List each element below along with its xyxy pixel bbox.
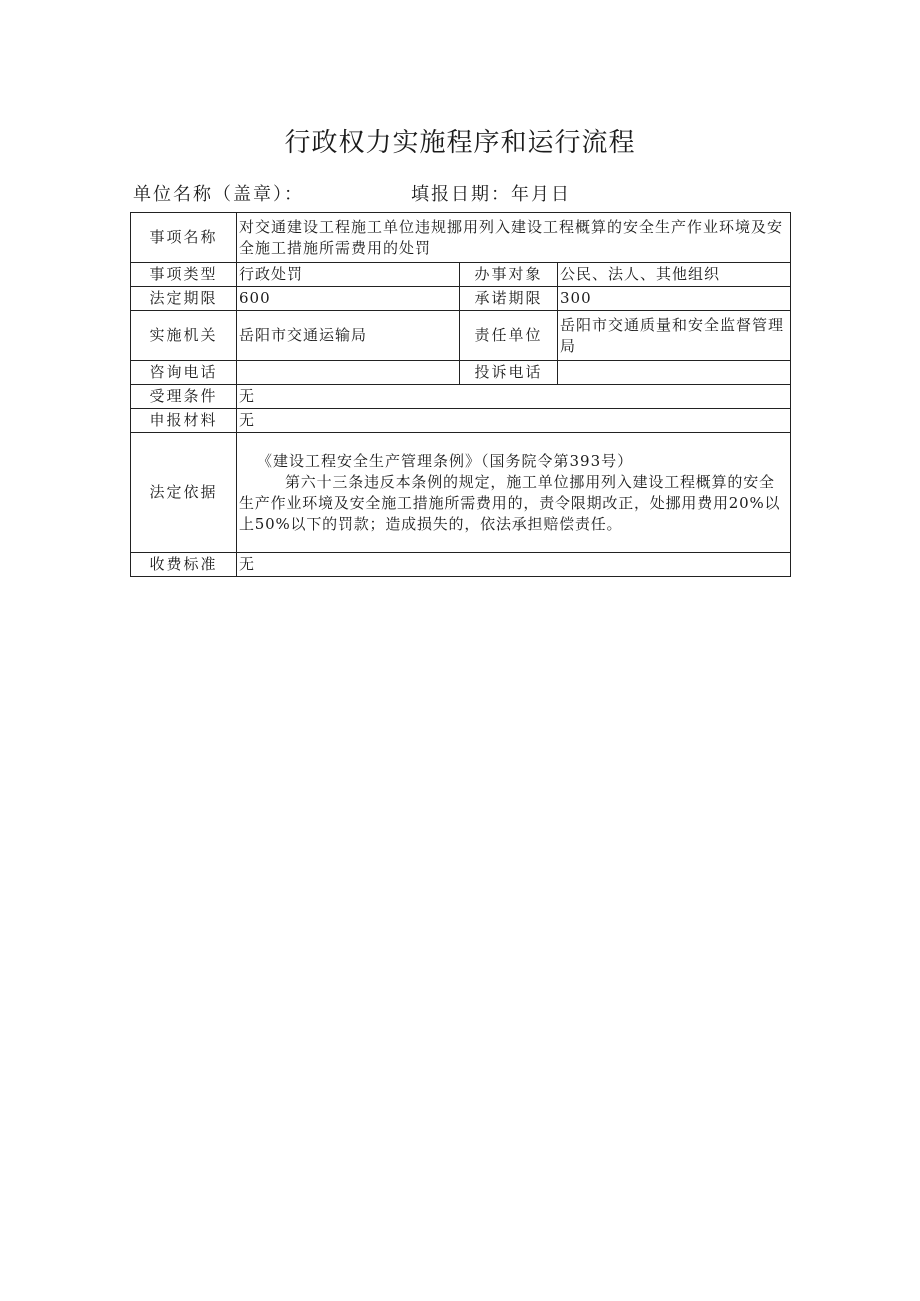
responsible-unit-value: 岳阳市交通质量和安全监督管理局 [558,311,791,361]
target-label: 办事对象 [460,263,558,287]
table-row [131,311,791,361]
table-row [131,409,791,433]
fee-standard-value: 无 [237,553,791,577]
target-value: 公民、法人、其他组织 [558,263,791,287]
consult-phone-value [237,361,460,385]
legal-basis-value [237,433,791,553]
table-row [131,433,791,553]
application-materials-value: 无 [237,409,791,433]
table-row [131,361,791,385]
fill-date-label: 填报日期：年月日 [411,184,571,205]
complaint-phone-label: 投诉电话 [460,361,558,385]
table-row [131,263,791,287]
item-type-label: 事项类型 [131,263,237,287]
consult-phone-label: 咨询电话 [131,361,237,385]
unit-name-label: 单位名称（盖章）： [133,184,304,205]
document-title: 行政权力实施程序和运行流程 [284,128,636,158]
table-row [131,287,791,311]
legal-limit-label: 法定期限 [131,287,237,311]
legal-basis-label: 法定依据 [131,433,237,553]
promised-limit-label: 承诺期限 [460,287,558,311]
agency-label: 实施机关 [131,311,237,361]
complaint-phone-value [558,361,791,385]
unit-info-line [133,180,571,206]
agency-value: 岳阳市交通运输局 [237,311,460,361]
legal-basis-law: 《建设工程安全生产管理条例》（国务院令第393号） [257,451,634,470]
table-row [131,213,791,263]
item-name-label: 事项名称 [131,213,237,263]
table-row [131,553,791,577]
table-row [131,385,791,409]
info-table [130,212,791,577]
legal-basis-text: 第六十三条违反本条例的规定，施工单位挪用列入建设工程概算的安全生产作业环境及安全施工措施所需费用的，责令限期改正，处挪用费用20%以上50%以下的罚款；造成损失的，依法承担赔偿责任。 [239,472,781,533]
acceptance-conditions-value: 无 [237,385,791,409]
item-type-value: 行政处罚 [237,263,460,287]
responsible-unit-label: 责任单位 [460,311,558,361]
legal-limit-value: 600 [237,287,460,311]
acceptance-conditions-label: 受理条件 [131,385,237,409]
promised-limit-value: 300 [558,287,791,311]
item-name-value: 对交通建设工程施工单位违规挪用列入建设工程概算的安全生产作业环境及安全施工措施所需费用的处罚 [237,213,791,263]
fee-standard-label: 收费标准 [131,553,237,577]
application-materials-label: 申报材料 [131,409,237,433]
